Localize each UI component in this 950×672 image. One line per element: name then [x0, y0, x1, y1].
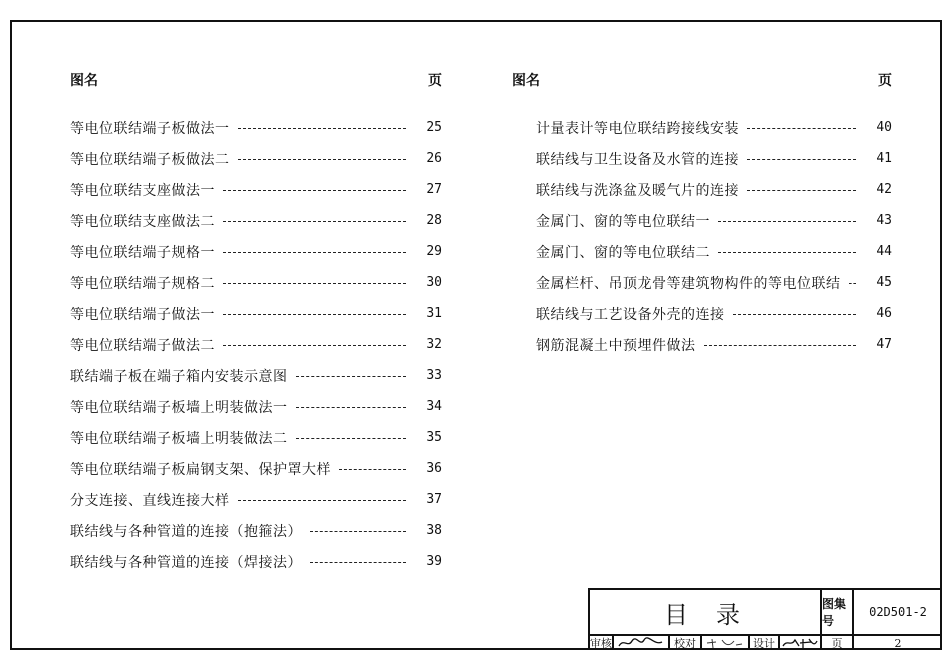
dash-leader — [296, 438, 407, 439]
toc-entry-title: 等电位联结端子规格一 — [70, 244, 215, 261]
approval-row — [590, 634, 942, 650]
checker-signature — [702, 636, 750, 650]
toc-entry-title: 等电位联结端子板做法一 — [70, 120, 230, 137]
dash-leader — [238, 159, 407, 160]
header-page-label: 页 — [428, 73, 442, 89]
toc-entry-title: 等电位联结端子板墙上明装做法一 — [70, 399, 288, 416]
dash-leader — [310, 531, 406, 532]
toc-entry — [536, 267, 892, 298]
dash-leader — [718, 221, 856, 222]
toc-entry-title: 联结线与洗涤盆及暖气片的连接 — [536, 182, 739, 199]
dash-leader — [849, 283, 857, 284]
toc-entry-title: 金属门、窗的等电位联结二 — [536, 244, 710, 261]
toc-entry-title: 钢筋混凝土中预埋件做法 — [536, 337, 696, 354]
toc-entry-page: 45 — [876, 275, 892, 290]
toc-entry-title: 等电位联结端子板扁钢支架、保护罩大样 — [70, 461, 331, 478]
dash-leader — [747, 159, 856, 160]
toc-entry-page: 47 — [876, 337, 892, 352]
dash-leader — [296, 407, 407, 408]
dash-leader — [223, 314, 406, 315]
toc-entry — [70, 174, 442, 205]
toc-entry-page: 43 — [876, 213, 892, 228]
toc-entry — [70, 298, 442, 329]
sheet-title: 目录 — [590, 590, 822, 634]
toc-entry-page: 25 — [426, 120, 442, 135]
toc-entry-page: 35 — [426, 430, 442, 445]
dash-leader — [296, 376, 407, 377]
designer-signature — [780, 636, 822, 650]
toc-entry — [70, 267, 442, 298]
toc-left-header — [70, 70, 442, 96]
toc-entry — [536, 143, 892, 174]
toc-entry — [70, 453, 442, 484]
toc-entry — [536, 205, 892, 236]
header-name-label: 图名 — [70, 73, 98, 89]
toc-left-list — [70, 112, 442, 577]
toc-entry-page: 30 — [426, 275, 442, 290]
dash-leader — [238, 500, 407, 501]
toc-entry — [70, 484, 442, 515]
dash-leader — [223, 283, 406, 284]
atlas-number: 02D501-2 — [869, 605, 927, 619]
page-number: 2 — [894, 636, 902, 650]
atlas-number-label: 图集号 — [822, 590, 854, 634]
header-name-label: 图名 — [512, 73, 540, 89]
toc-entry-title: 等电位联结支座做法一 — [70, 182, 215, 199]
toc-entry — [70, 422, 442, 453]
toc-entry-title: 金属门、窗的等电位联结一 — [536, 213, 710, 230]
toc-entry-page: 34 — [426, 399, 442, 414]
dash-leader — [704, 345, 857, 346]
toc-entry-page: 32 — [426, 337, 442, 352]
toc-entry-title: 联结线与工艺设备外壳的连接 — [536, 306, 725, 323]
toc-entry-title: 计量表计等电位联结跨接线安装 — [536, 120, 739, 137]
toc-entry-title: 等电位联结支座做法二 — [70, 213, 215, 230]
toc-entry — [70, 205, 442, 236]
toc-entry-page: 26 — [426, 151, 442, 166]
toc-entry-title: 等电位联结端子板做法二 — [70, 151, 230, 168]
toc-entry — [536, 298, 892, 329]
toc-entry-page: 33 — [426, 368, 442, 383]
toc-entry — [70, 546, 442, 577]
toc-right-list — [536, 112, 892, 360]
dash-leader — [310, 562, 406, 563]
header-page-label: 页 — [878, 73, 892, 89]
toc-entry-title: 金属栏杆、吊顶龙骨等建筑物构件的等电位联结 — [536, 275, 841, 292]
dash-leader — [223, 345, 406, 346]
check-label: 校对 — [670, 636, 702, 650]
toc-entry-page: 37 — [426, 492, 442, 507]
toc-entry-page: 27 — [426, 182, 442, 197]
toc-entry-page: 42 — [876, 182, 892, 197]
toc-entry — [536, 236, 892, 267]
toc-entry-title: 等电位联结端子做法二 — [70, 337, 215, 354]
toc-entry-page: 38 — [426, 523, 442, 538]
dash-leader — [223, 221, 406, 222]
toc-entry-title: 等电位联结端子做法一 — [70, 306, 215, 323]
toc-entry-page: 39 — [426, 554, 442, 569]
dash-leader — [339, 469, 406, 470]
toc-entry-page: 29 — [426, 244, 442, 259]
toc-entry — [70, 236, 442, 267]
toc-entry-title: 等电位联结端子板墙上明装做法二 — [70, 430, 288, 447]
toc-left-column — [70, 70, 442, 571]
dash-leader — [747, 128, 856, 129]
toc-entry — [70, 391, 442, 422]
dash-leader — [718, 252, 856, 253]
toc-entry-page: 31 — [426, 306, 442, 321]
toc-entry-page: 44 — [876, 244, 892, 259]
dash-leader — [223, 190, 406, 191]
toc-entry — [70, 515, 442, 546]
toc-right-column — [512, 70, 892, 354]
title-block — [588, 588, 942, 650]
dash-leader — [747, 190, 856, 191]
toc-entry-page: 28 — [426, 213, 442, 228]
toc-entry — [536, 112, 892, 143]
toc-entry-title: 分支连接、直线连接大样 — [70, 492, 230, 509]
toc-entry — [70, 329, 442, 360]
toc-entry — [70, 360, 442, 391]
toc-entry-page: 46 — [876, 306, 892, 321]
toc-entry-page: 40 — [876, 120, 892, 135]
toc-entry — [536, 329, 892, 360]
toc-entry-page: 36 — [426, 461, 442, 476]
review-label: 审核 — [590, 637, 612, 650]
toc-entry — [70, 112, 442, 143]
reviewer-signature — [614, 636, 670, 650]
design-label: 设计 — [750, 636, 780, 650]
toc-entry-title: 联结线与卫生设备及水管的连接 — [536, 151, 739, 168]
dash-leader — [238, 128, 407, 129]
dash-leader — [733, 314, 857, 315]
toc-entry-title: 等电位联结端子规格二 — [70, 275, 215, 292]
dash-leader — [223, 252, 406, 253]
page-label: 页 — [822, 636, 854, 650]
toc-entry-title: 联结线与各种管道的连接（焊接法） — [70, 554, 302, 571]
toc-right-header — [512, 70, 892, 96]
toc-entry-title: 联结线与各种管道的连接（抱箍法） — [70, 523, 302, 540]
toc-entry-title: 联结端子板在端子箱内安装示意图 — [70, 368, 288, 385]
toc-entry-page: 41 — [876, 151, 892, 166]
toc-entry — [536, 174, 892, 205]
toc-entry — [70, 143, 442, 174]
